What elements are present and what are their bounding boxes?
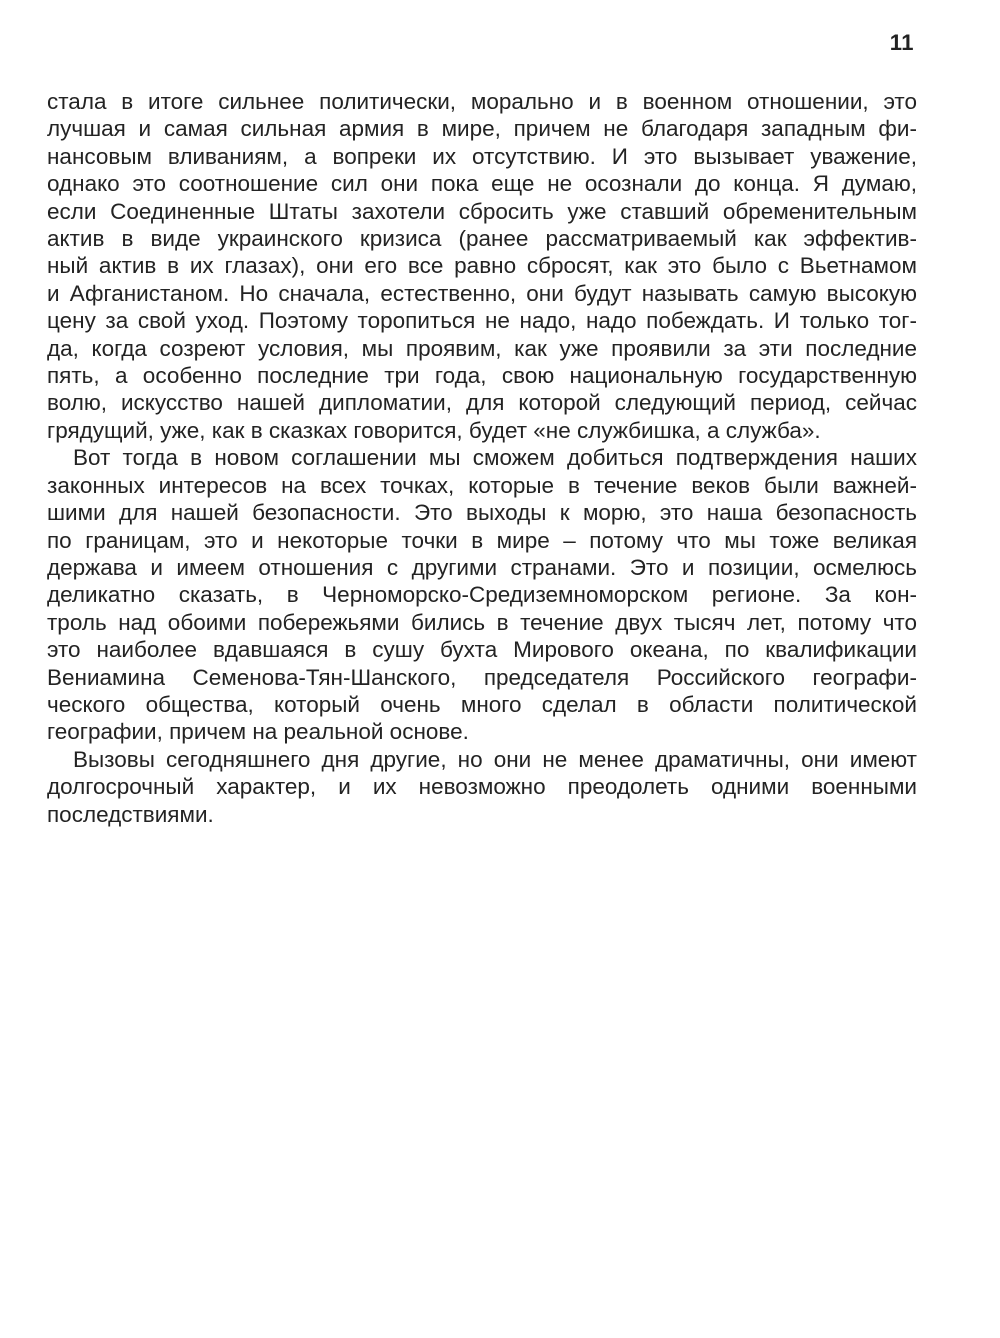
text-line: это наиболее вдавшаяся в сушу бухта Мирового океана, по квалификации xyxy=(47,637,917,663)
text-line: ный актив в их глазах), они его все равно сбросят, как это было с Вьетнамом xyxy=(47,253,917,279)
text-line: географии, причем на реальной основе. xyxy=(47,719,469,745)
text-line: Вениамина Семенова-Тян-Шанского, председателя Российского географи- xyxy=(47,664,917,690)
text-line: если Соединенные Штаты захотели сбросить уже ставший обременительным xyxy=(47,198,917,224)
text-line: да, когда созреют условия, мы проявим, как уже проявили за эти последние xyxy=(47,335,917,361)
paragraph-1 xyxy=(47,88,917,444)
text-line: лучшая и самая сильная армия в мире, причем не благодаря западным фи- xyxy=(47,116,917,142)
text-line: держава и имеем отношения с другими странами. Это и позиции, осмелюсь xyxy=(47,554,917,580)
text-line: волю, искусство нашей дипломатии, для которой следующий период, сейчас xyxy=(47,390,917,416)
page-number: 11 xyxy=(889,30,914,55)
text-line: Вызовы сегодняшнего дня другие, но они не менее драматичны, они имеют xyxy=(73,746,917,772)
text-line: и Афганистаном. Но сначала, естественно, они будут называть самую высокую xyxy=(47,280,917,306)
text-line: шими для нашей безопасности. Это выходы к морю, это наша безопасность xyxy=(47,500,917,526)
text-line: нансовым вливаниям, а вопреки их отсутствию. И это вызывает уважение, xyxy=(47,143,917,169)
text-line: актив в виде украинского кризиса (ранее рассматриваемый как эффектив- xyxy=(47,226,917,252)
text-line: последствиями. xyxy=(47,801,214,827)
body-text xyxy=(47,88,917,828)
text-line: грядущий, уже, как в сказках говорится, будет «не службишка, а служба». xyxy=(47,417,821,443)
text-line: долгосрочный характер, и их невозможно преодолеть одними военными xyxy=(47,774,917,800)
text-line: стала в итоге сильнее политически, морально и в военном отношении, это xyxy=(47,89,917,114)
text-line: троль над обоими побережьями бились в течение двух тысяч лет, потому что xyxy=(47,609,917,635)
text-line: пять, а особенно последние три года, свою национальную государственную xyxy=(47,363,917,389)
text-line: по границам, это и некоторые точки в мире – потому что мы тоже великая xyxy=(47,527,917,553)
text-line: цену за свой уход. Поэтому торопиться не надо, надо побеждать. И только тог- xyxy=(47,308,917,334)
text-line: законных интересов на всех точках, которые в течение веков были важней- xyxy=(47,472,917,498)
paragraph-2 xyxy=(47,444,917,745)
text-line: Вот тогда в новом соглашении мы сможем добиться подтверждения наших xyxy=(73,445,917,471)
text-line: однако это соотношение сил они пока еще не осознали до конца. Я думаю, xyxy=(47,171,917,197)
text-line: деликатно сказать, в Черноморско-Средиземноморском регионе. За кон- xyxy=(47,582,917,608)
paragraph-3 xyxy=(47,746,917,828)
text-line: ческого общества, который очень много сделал в области политической xyxy=(47,691,917,717)
